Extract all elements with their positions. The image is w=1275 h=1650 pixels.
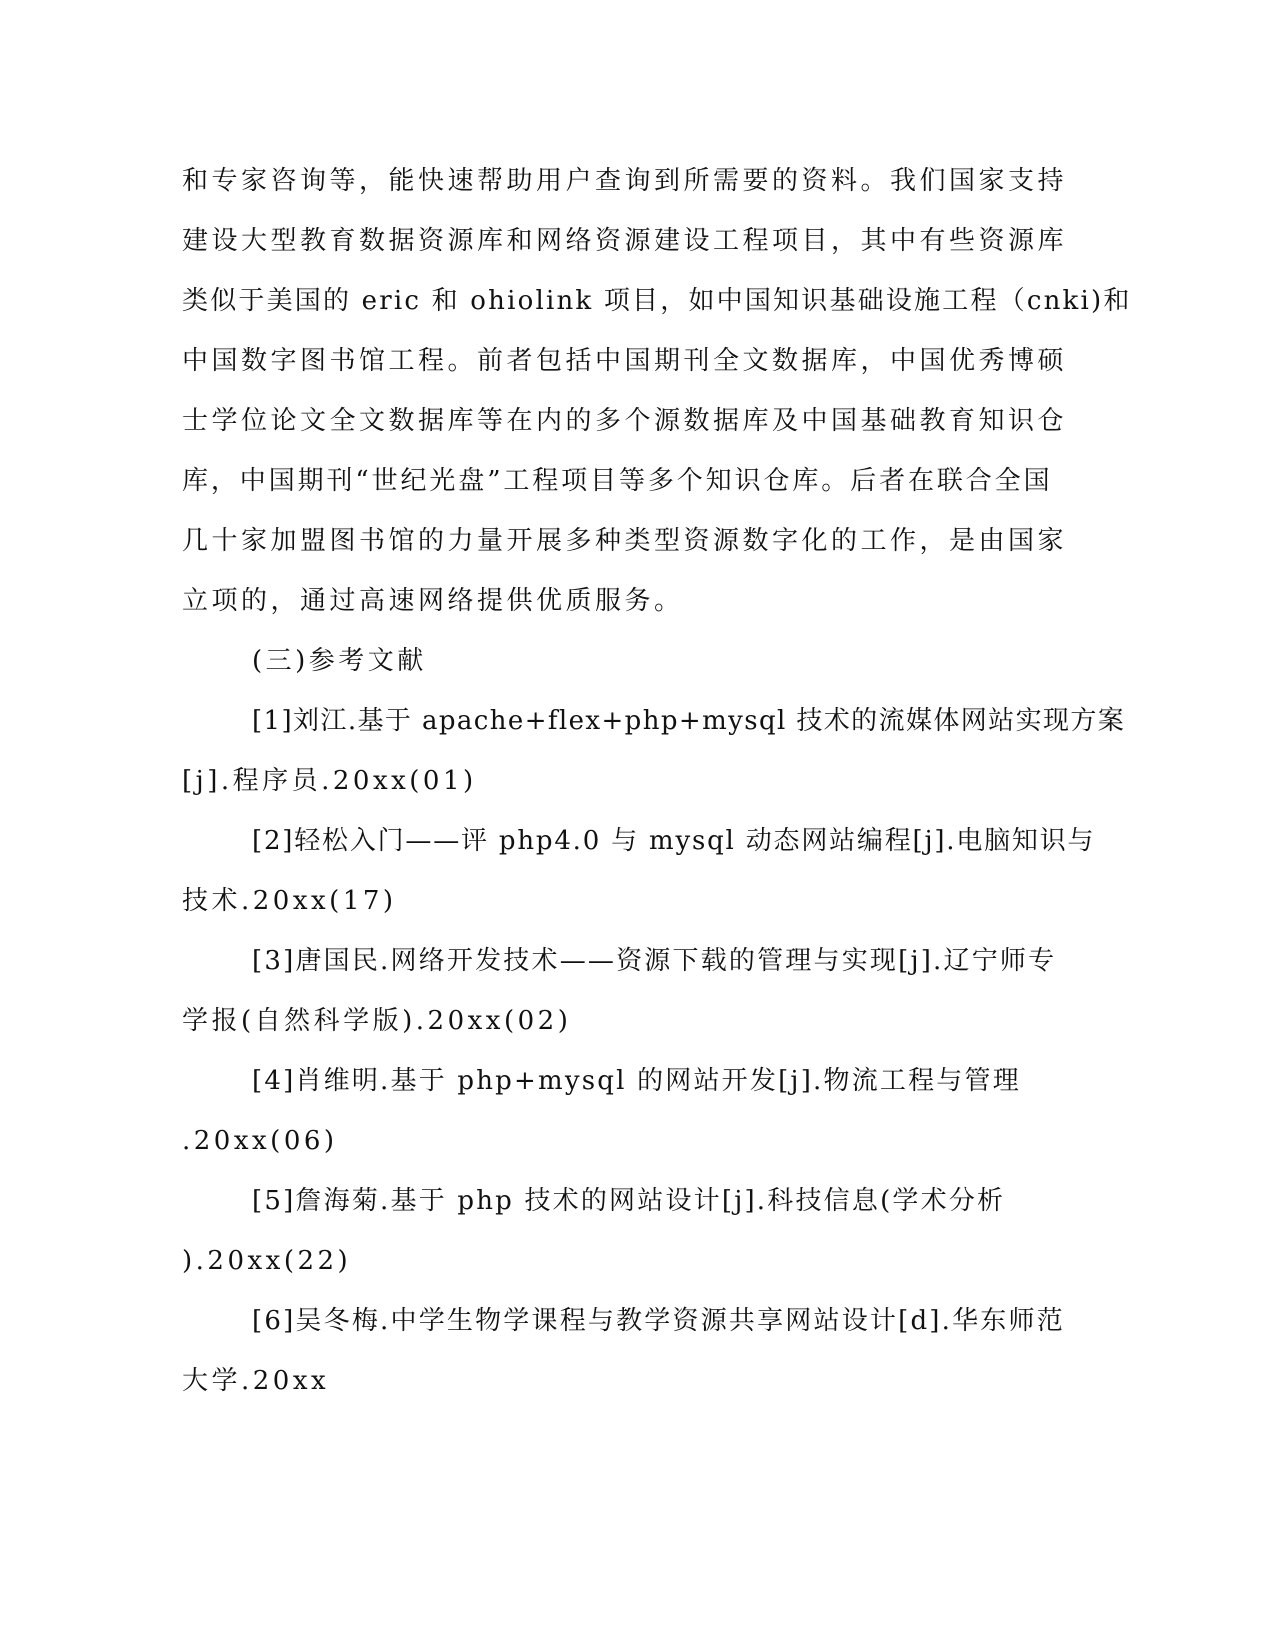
reference-first-line: [6]吴冬梅.中学生物学课程与教学资源共享网站设计[d].华东师范	[252, 1306, 1065, 1336]
paragraph-line: 和专家咨询等，能快速帮助用户查询到所需要的资料。我们国家支持	[182, 166, 1068, 196]
reference-first-line: [3]唐国民.网络开发技术——资源下载的管理与实现[j].辽宁师专	[252, 946, 1057, 976]
paragraph-line: 类似于美国的 eric 和 ohiolink 项目，如中国知识基础设施工程（cnki)和	[182, 286, 1132, 316]
reference-continuation-line: ).20xx(22)	[182, 1246, 352, 1276]
reference-first-line: [5]詹海菊.基于 php 技术的网站设计[j].科技信息(学术分析	[252, 1186, 1006, 1216]
reference-first-line: [1]刘江.基于 apache+flex+php+mysql 技术的流媒体网站实现方案	[252, 706, 1126, 736]
paragraph-line: 几十家加盟图书馆的力量开展多种类型资源数字化的工作，是由国家	[182, 526, 1068, 556]
reference-continuation-line: 技术.20xx(17)	[182, 886, 397, 916]
reference-continuation-line: .20xx(06)	[182, 1126, 338, 1156]
reference-first-line: [2]轻松入门——评 php4.0 与 mysql 动态网站编程[j].电脑知识与	[252, 826, 1096, 856]
paragraph-line: 立项的，通过高速网络提供优质服务。	[182, 586, 684, 616]
reference-first-line: [4]肖维明.基于 php+mysql 的网站开发[j].物流工程与管理	[252, 1066, 1021, 1096]
references-heading: (三)参考文献	[252, 646, 427, 676]
paragraph-line: 中国数字图书馆工程。前者包括中国期刊全文数据库，中国优秀博硕	[182, 346, 1068, 376]
reference-continuation-line: 学报(自然科学版).20xx(02)	[182, 1006, 572, 1036]
paragraph-line: 士学位论文全文数据库等在内的多个源数据库及中国基础教育知识仓	[182, 406, 1068, 436]
paragraph-line: 建设大型教育数据资源库和网络资源建设工程项目，其中有些资源库	[182, 226, 1068, 256]
reference-continuation-line: [j].程序员.20xx(01)	[182, 766, 477, 796]
reference-continuation-line: 大学.20xx	[182, 1366, 330, 1396]
paragraph-line: 库，中国期刊“世纪光盘”工程项目等多个知识仓库。后者在联合全国	[182, 466, 1053, 496]
